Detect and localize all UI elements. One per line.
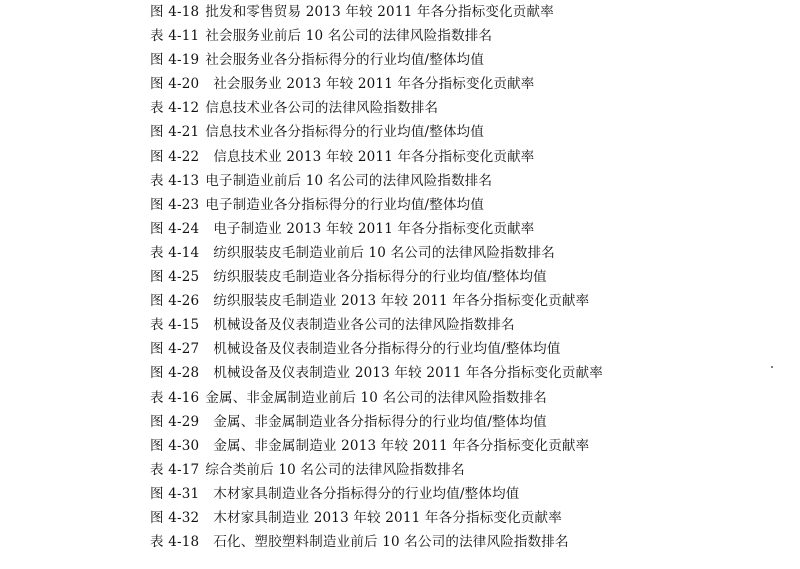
- entry-title: 信息技术业 2013 年较 2011 年各分指标变化贡献率: [213, 148, 535, 165]
- entry-label: 表 4-16: [150, 389, 200, 406]
- toc-entry: [150, 48, 750, 72]
- entry-label: 图 4-27: [150, 341, 200, 358]
- entry-title: 信息技术业各公司的法律风险指数排名: [205, 100, 439, 117]
- entry-label: 图 4-30: [150, 437, 200, 454]
- entry-title: 金属、非金属制造业前后 10 名公司的法律风险指数排名: [205, 389, 547, 406]
- entry-title: 机械设备及仪表制造业 2013 年较 2011 年各分指标变化贡献率: [213, 365, 604, 382]
- entry-label: 图 4-23: [150, 196, 200, 213]
- entry-title: 纺织服装皮毛制造业各分指标得分的行业均值/整体均值: [213, 269, 547, 286]
- entry-title: 社会服务业各分指标得分的行业均值/整体均值: [205, 52, 485, 69]
- entry-label: 表 4-17: [150, 461, 200, 478]
- entry-label: 图 4-20: [150, 76, 200, 93]
- entry-label: 图 4-19: [150, 52, 200, 69]
- entry-label: 表 4-18: [150, 534, 200, 551]
- entry-label: 表 4-13: [150, 172, 200, 189]
- entry-title: 纺织服装皮毛制造业前后 10 名公司的法律风险指数排名: [213, 244, 555, 261]
- entry-title: 纺织服装皮毛制造业 2013 年较 2011 年各分指标变化贡献率: [213, 293, 590, 310]
- toc-entry: [150, 361, 750, 385]
- toc-entry: [150, 386, 750, 410]
- entry-title: 金属、非金属制造业各分指标得分的行业均值/整体均值: [213, 413, 547, 430]
- entry-label: 图 4-26: [150, 293, 200, 310]
- entry-label: 表 4-15: [150, 317, 200, 334]
- toc-entry: [150, 289, 750, 313]
- entry-title: 机械设备及仪表制造业各公司的法律风险指数排名: [213, 317, 515, 334]
- table-of-figures-list: [150, 0, 750, 554]
- toc-entry: [150, 458, 750, 482]
- toc-entry: [150, 169, 750, 193]
- entry-title: 机械设备及仪表制造业各分指标得分的行业均值/整体均值: [213, 341, 561, 358]
- toc-entry: [150, 24, 750, 48]
- toc-entry: [150, 434, 750, 458]
- toc-entry: [150, 265, 750, 289]
- entry-label: 图 4-29: [150, 413, 200, 430]
- toc-entry: [150, 241, 750, 265]
- entry-label: 表 4-12: [150, 100, 200, 117]
- entry-title: 木材家具制造业各分指标得分的行业均值/整体均值: [213, 485, 520, 502]
- scan-speck: [771, 366, 773, 368]
- entry-label: 图 4-28: [150, 365, 200, 382]
- entry-title: 木材家具制造业 2013 年较 2011 年各分指标变化贡献率: [213, 509, 562, 526]
- entry-label: 图 4-31: [150, 485, 200, 502]
- entry-title: 电子制造业各分指标得分的行业均值/整体均值: [205, 196, 485, 213]
- toc-entry: [150, 530, 750, 554]
- toc-entry: [150, 410, 750, 434]
- toc-entry: [150, 217, 750, 241]
- toc-entry: [150, 120, 750, 144]
- entry-title: 石化、塑胶塑料制造业前后 10 名公司的法律风险指数排名: [213, 534, 569, 551]
- entry-title: 综合类前后 10 名公司的法律风险指数排名: [205, 461, 465, 478]
- toc-entry: [150, 72, 750, 96]
- entry-label: 图 4-32: [150, 509, 200, 526]
- entry-label: 表 4-11: [150, 28, 200, 45]
- toc-entry: [150, 506, 750, 530]
- entry-title: 电子制造业前后 10 名公司的法律风险指数排名: [205, 172, 493, 189]
- entry-label: 图 4-25: [150, 269, 200, 286]
- toc-entry: [150, 337, 750, 361]
- entry-title: 电子制造业 2013 年较 2011 年各分指标变化贡献率: [213, 220, 535, 237]
- toc-entry: [150, 96, 750, 120]
- entry-label: 图 4-18: [150, 4, 200, 20]
- toc-entry: [150, 193, 750, 217]
- toc-entry: [150, 145, 750, 169]
- entry-title: 批发和零售贸易 2013 年较 2011 年各分指标变化贡献率: [205, 4, 554, 20]
- entry-label: 图 4-21: [150, 124, 200, 141]
- toc-entry: [150, 482, 750, 506]
- entry-title: 金属、非金属制造业 2013 年较 2011 年各分指标变化贡献率: [213, 437, 590, 454]
- entry-title: 社会服务业 2013 年较 2011 年各分指标变化贡献率: [213, 76, 535, 93]
- entry-title: 社会服务业前后 10 名公司的法律风险指数排名: [205, 28, 493, 45]
- entry-title: 信息技术业各分指标得分的行业均值/整体均值: [205, 124, 485, 141]
- entry-label: 图 4-24: [150, 220, 200, 237]
- toc-entry: [150, 0, 750, 24]
- toc-entry: [150, 313, 750, 337]
- entry-label: 图 4-22: [150, 148, 200, 165]
- entry-label: 表 4-14: [150, 244, 200, 261]
